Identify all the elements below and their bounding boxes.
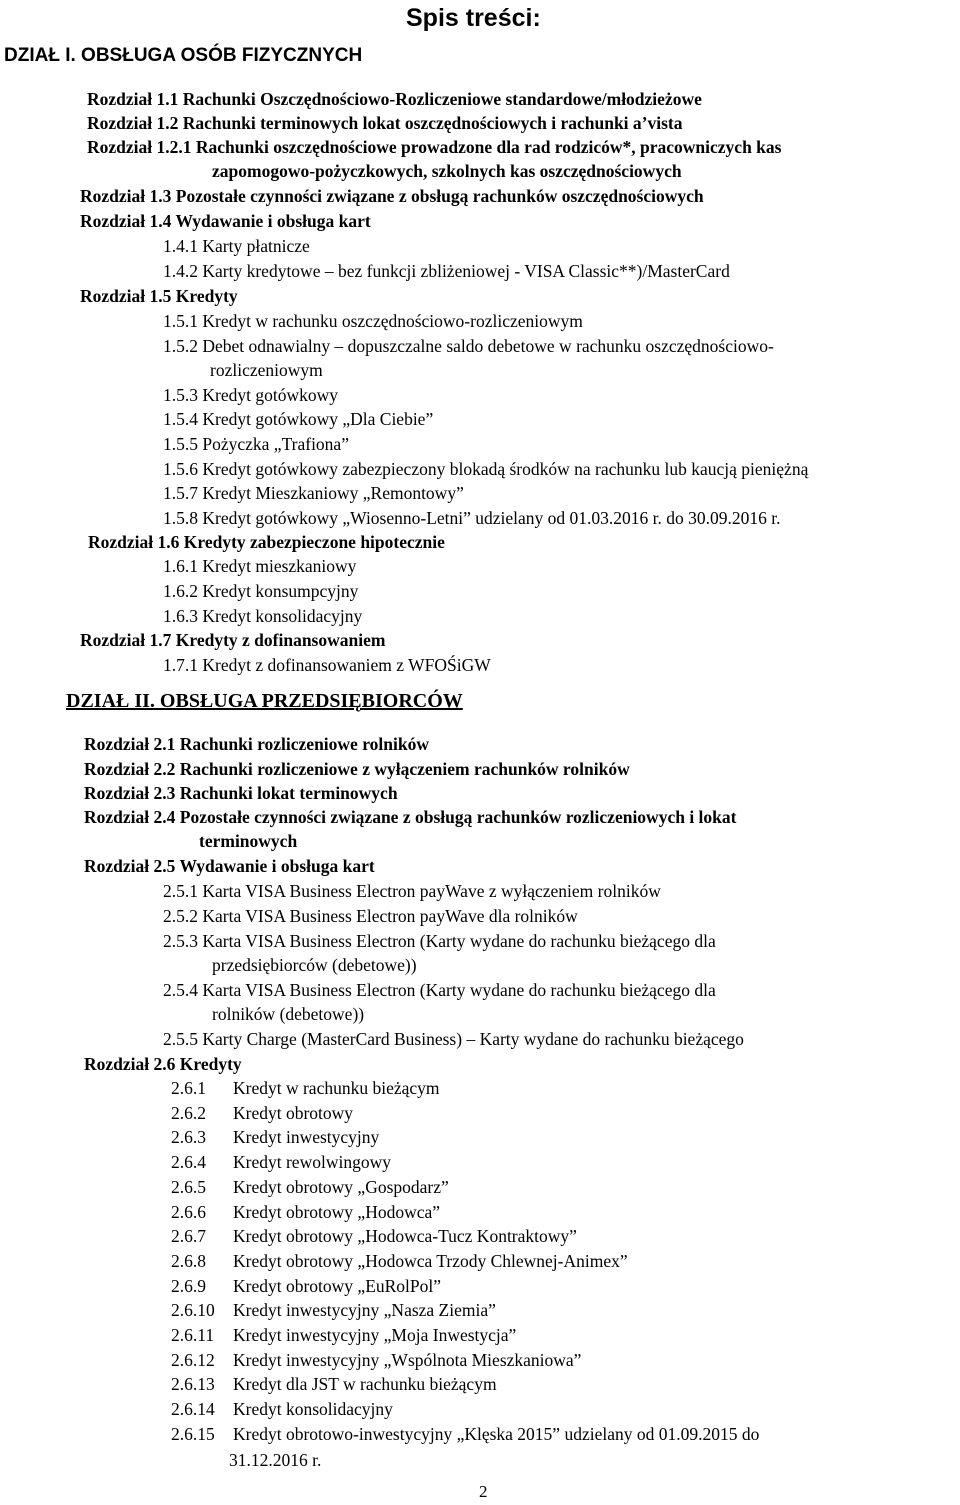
entry-number: 2.6.1 <box>171 1078 206 1098</box>
toc-entry: Rozdział 1.7 Kredyty z dofinansowaniem <box>80 630 386 650</box>
toc-subentry: 1.5.5 Pożyczka „Trafiona” <box>163 434 349 454</box>
entry-number: 2.6.10 <box>171 1300 215 1321</box>
toc-subentry <box>171 1349 581 1371</box>
toc-subentry <box>171 1077 440 1099</box>
toc-subentry: 2.5.1 Karta VISA Business Electron payWave z wyłączeniem rolników <box>163 881 661 901</box>
entry-number: 2.6.4 <box>171 1152 206 1173</box>
toc-entry: Rozdział 1.1 Rachunki Oszczędnościowo-Rozliczeniowe standardowe/młodzieżowe <box>87 89 702 109</box>
toc-entry: Rozdział 2.6 Kredyty <box>84 1054 242 1074</box>
toc-subentry: 1.6.3 Kredyt konsolidacyjny <box>163 606 363 626</box>
entry-text: Kredyt w rachunku bieżącym <box>233 1078 440 1098</box>
toc-subentry: 1.5.8 Kredyt gotówkowy „Wiosenno-Letni” udzielany od 01.03.2016 r. do 30.09.2016 r. <box>163 508 781 528</box>
entry-text: Kredyt inwestycyjny „Moja Inwestycja” <box>233 1325 517 1345</box>
entry-number: 2.6.8 <box>171 1250 206 1271</box>
toc-subentry-continuation: rolników (debetowe)) <box>212 1004 365 1024</box>
toc-subentry: 2.5.4 Karta VISA Business Electron (Karty wydane do rachunku bieżącego dla <box>163 980 716 1000</box>
entry-text: Kredyt obrotowy „Hodowca” <box>233 1201 441 1222</box>
page-title: Spis treści: <box>406 4 541 32</box>
toc-subentry-continuation: rozliczeniowym <box>210 360 323 380</box>
toc-subentry-continuation: 31.12.2016 r. <box>229 1450 322 1470</box>
toc-subentry: 1.5.4 Kredyt gotówkowy „Dla Ciebie” <box>163 409 434 429</box>
toc-subentry <box>171 1126 379 1148</box>
entry-number: 2.6.2 <box>171 1102 206 1123</box>
toc-subentry: 1.5.1 Kredyt w rachunku oszczędnościowo-rozliczeniowym <box>163 311 583 331</box>
toc-subentry <box>171 1373 497 1395</box>
entry-text: Kredyt obrotowo-inwestycyjny „Klęska 2015” udzielany od 01.09.2015 do <box>233 1423 760 1444</box>
entry-number: 2.6.11 <box>171 1325 215 1345</box>
toc-subentry <box>171 1102 353 1124</box>
toc-entry-continuation: zapomogowo-pożyczkowych, szkolnych kas oszczędnościowych <box>212 161 682 181</box>
entry-text: Kredyt obrotowy <box>233 1102 354 1123</box>
entry-text: Kredyt inwestycyjny „Wspólnota Mieszkaniowa” <box>233 1349 582 1370</box>
entry-number: 2.6.6 <box>171 1201 206 1222</box>
entry-number: 2.6.7 <box>171 1226 206 1247</box>
toc-subentry <box>171 1225 577 1247</box>
toc-subentry: 1.5.2 Debet odnawialny – dopuszczalne saldo debetowe w rachunku oszczędnościowo- <box>163 336 774 356</box>
toc-subentry <box>171 1151 391 1173</box>
entry-text: Kredyt inwestycyjny <box>233 1127 380 1148</box>
toc-entry: Rozdział 1.2.1 Rachunki oszczędnościowe prowadzone dla rad rodziców*, pracowniczych kas <box>87 137 782 157</box>
toc-subentry <box>171 1250 628 1272</box>
toc-subentry <box>171 1299 496 1321</box>
entry-number: 2.6.15 <box>171 1423 215 1444</box>
entry-number: 2.6.13 <box>171 1374 215 1395</box>
toc-entry: Rozdział 1.3 Pozostałe czynności związane z obsługą rachunków oszczędnościowych <box>80 186 704 206</box>
toc-entry: Rozdział 1.4 Wydawanie i obsługa kart <box>80 211 371 231</box>
entry-text: Kredyt obrotowy „Hodowca Trzody Chlewnej-Animex” <box>233 1250 628 1271</box>
toc-subentry: 1.6.1 Kredyt mieszkaniowy <box>163 556 357 576</box>
entry-number: 2.6.9 <box>171 1275 206 1296</box>
toc-entry: Rozdział 2.1 Rachunki rozliczeniowe rolników <box>84 734 429 754</box>
toc-subentry: 1.7.1 Kredyt z dofinansowaniem z WFOŚiGW <box>163 655 491 675</box>
toc-subentry: 2.5.3 Karta VISA Business Electron (Karty wydane do rachunku bieżącego dla <box>163 931 716 951</box>
toc-entry: Rozdział 1.6 Kredyty zabezpieczone hipotecznie <box>88 532 445 552</box>
toc-subentry <box>171 1423 759 1445</box>
page-number: 2 <box>479 1482 488 1501</box>
entry-number: 2.6.5 <box>171 1176 206 1197</box>
toc-subentry <box>171 1324 516 1346</box>
toc-entry: Rozdział 1.2 Rachunki terminowych lokat oszczędnościowych i rachunki a’vista <box>87 113 683 133</box>
toc-subentry: 1.5.7 Kredyt Mieszkaniowy „Remontowy” <box>163 483 464 503</box>
entry-number: 2.6.12 <box>171 1349 215 1370</box>
toc-subentry: 1.6.2 Kredyt konsumpcyjny <box>163 581 359 601</box>
toc-subentry: 1.4.1 Karty płatnicze <box>163 236 310 256</box>
entry-text: Kredyt konsolidacyjny <box>233 1399 393 1420</box>
entry-text: Kredyt obrotowy „Gospodarz” <box>233 1176 449 1197</box>
section-heading-dzial-1: DZIAŁ I. OBSŁUGA OSÓB FIZYCZNYCH <box>4 45 363 66</box>
entry-text: Kredyt inwestycyjny „Nasza Ziemia” <box>233 1300 496 1321</box>
toc-entry: Rozdział 1.5 Kredyty <box>80 286 238 306</box>
toc-subentry <box>171 1176 449 1198</box>
entry-text: Kredyt rewolwingowy <box>233 1152 391 1173</box>
toc-subentry <box>171 1201 440 1223</box>
toc-subentry: 2.5.5 Karty Charge (MasterCard Business) – Karty wydane do rachunku bieżącego <box>163 1029 744 1049</box>
toc-subentry: 1.4.2 Karty kredytowe – bez funkcji zbliżeniowej - VISA Classic**)/MasterCard <box>163 261 730 281</box>
entry-text: Kredyt obrotowy „EuRolPol” <box>233 1275 442 1296</box>
toc-subentry <box>171 1275 441 1297</box>
toc-subentry <box>171 1398 393 1420</box>
toc-subentry: 1.5.3 Kredyt gotówkowy <box>163 385 338 405</box>
toc-entry-continuation: terminowych <box>199 831 298 851</box>
toc-entry: Rozdział 2.2 Rachunki rozliczeniowe z wyłączeniem rachunków rolników <box>84 759 630 779</box>
entry-text: Kredyt dla JST w rachunku bieżącym <box>233 1374 497 1395</box>
section-heading-dzial-2: DZIAŁ II. OBSŁUGA PRZEDSIĘBIORCÓW <box>66 690 463 712</box>
toc-subentry-continuation: przedsiębiorców (debetowe)) <box>212 955 417 975</box>
toc-subentry: 2.5.2 Karta VISA Business Electron payWave dla rolników <box>163 906 578 926</box>
toc-entry: Rozdział 2.5 Wydawanie i obsługa kart <box>84 856 375 876</box>
toc-subentry: 1.5.6 Kredyt gotówkowy zabezpieczony blokadą środków na rachunku lub kaucją pieniężną <box>163 459 809 479</box>
entry-number: 2.6.3 <box>171 1127 206 1148</box>
entry-number: 2.6.14 <box>171 1399 215 1420</box>
toc-entry: Rozdział 2.4 Pozostałe czynności związane z obsługą rachunków rozliczeniowych i lokat <box>84 807 737 827</box>
entry-text: Kredyt obrotowy „Hodowca-Tucz Kontraktowy” <box>233 1226 577 1247</box>
toc-entry: Rozdział 2.3 Rachunki lokat terminowych <box>84 783 398 803</box>
